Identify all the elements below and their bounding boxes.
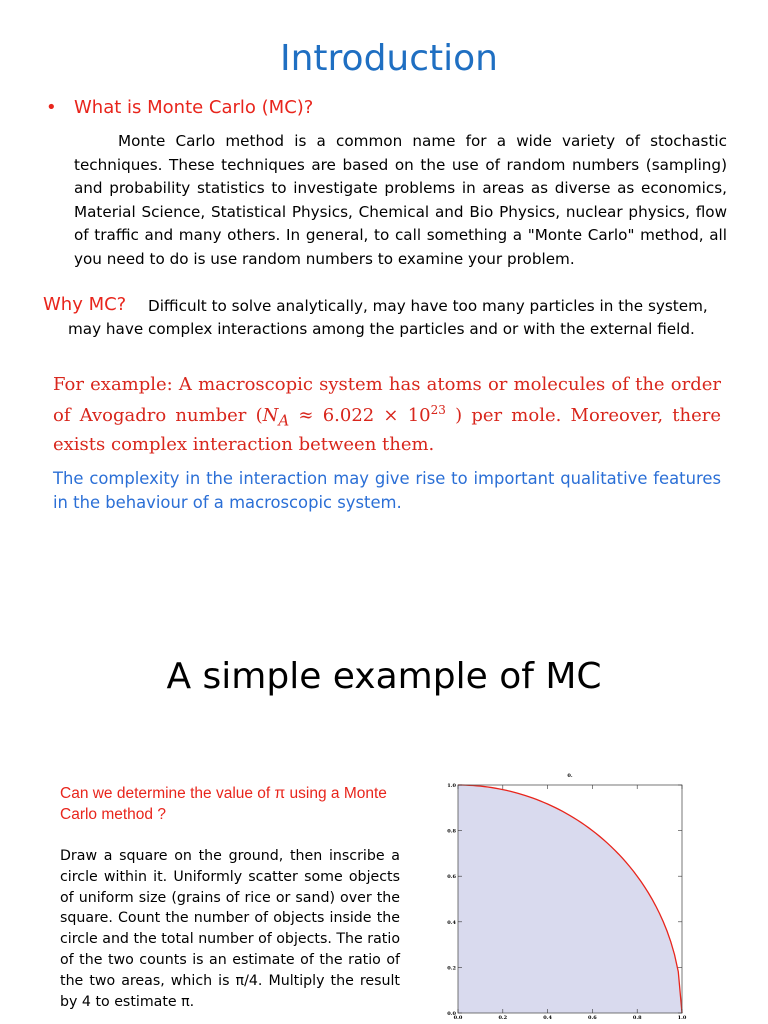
y-tick-label: 0.4 xyxy=(447,919,456,926)
why-mc-line-2: may have complex interactions among the particles and or with the external field. xyxy=(68,320,695,338)
bullet-question-text: What is Monte Carlo (MC)? xyxy=(74,97,314,118)
example-approx: ≈ 6.022 × 10 xyxy=(289,404,431,426)
complexity-statement: The complexity in the interaction may give rise to important qualitative features in the behaviour of a macroscopic system. xyxy=(53,469,721,512)
x-tick-label: 0.6 xyxy=(588,1015,597,1021)
example-text-start: For example: A macroscopic system has atoms or molecules of the order of Avogadro number ( xyxy=(53,374,721,426)
bullet-question xyxy=(46,97,313,118)
plot-area xyxy=(447,773,687,1021)
why-mc-line-1: Difficult to solve analytically, may have too many particles in the system, xyxy=(148,297,708,315)
x-tick-label: 0.8 xyxy=(632,1015,642,1021)
chart-title: 0. xyxy=(567,773,573,779)
y-tick-label: 0.6 xyxy=(447,874,456,881)
y-tick-label: 0.0 xyxy=(447,1011,456,1017)
quarter-circle-plot xyxy=(435,768,695,1024)
example-exponent: 23 xyxy=(430,402,446,417)
y-tick-label: 1.0 xyxy=(447,783,456,789)
example-text-end: ) per mole. Moreover, there exists complex interaction between them. xyxy=(53,404,721,455)
y-tick-label: 0.2 xyxy=(447,965,456,972)
x-tick-label: 1.0 xyxy=(677,1015,687,1021)
x-tick-label: 0.4 xyxy=(543,1015,552,1021)
mc-example-title: A simple example of MC xyxy=(166,656,602,697)
why-mc-label: Why MC? xyxy=(43,294,127,315)
monte-carlo-definition: Monte Carlo method is a common name for a wide variety of stochastic techniques. These techniques are based on the use of random numbers (sampling) and probability statistics to investigate problems in areas as diverse as economics, Material Science, Statistical Physics, Chemical and Bio Physics, nuclear physics, flow of traffic and many others. In general, to call something a "Monte Carlo" method, all you need to do is use random numbers to examine your problem. xyxy=(74,132,727,268)
example-symbol-n: N xyxy=(262,404,279,426)
pi-question: Can we determine the value of π using a Monte Carlo method ? xyxy=(60,785,387,823)
quarter-circle-fill xyxy=(458,785,682,1013)
x-tick-label: 0.0 xyxy=(453,1015,463,1021)
pi-method-description: Draw a square on the ground, then inscribe a circle within it. Uniformly scatter some objects of uniform size (grains of rice or sand) over the square. Count the number of objects inside the circle and the total number of objects. The ratio of the two counts is an estimate of the ratio of the two areas, which is π/4. Multiply the result by 4 to estimate π. xyxy=(60,848,400,1010)
intro-title: Introduction xyxy=(279,38,498,79)
x-tick-label: 0.2 xyxy=(498,1015,508,1021)
bullet-dot: • xyxy=(46,97,57,118)
avogadro-example xyxy=(53,373,721,457)
y-tick-label: 0.8 xyxy=(447,828,456,835)
example-subscript-a: A xyxy=(278,411,290,430)
